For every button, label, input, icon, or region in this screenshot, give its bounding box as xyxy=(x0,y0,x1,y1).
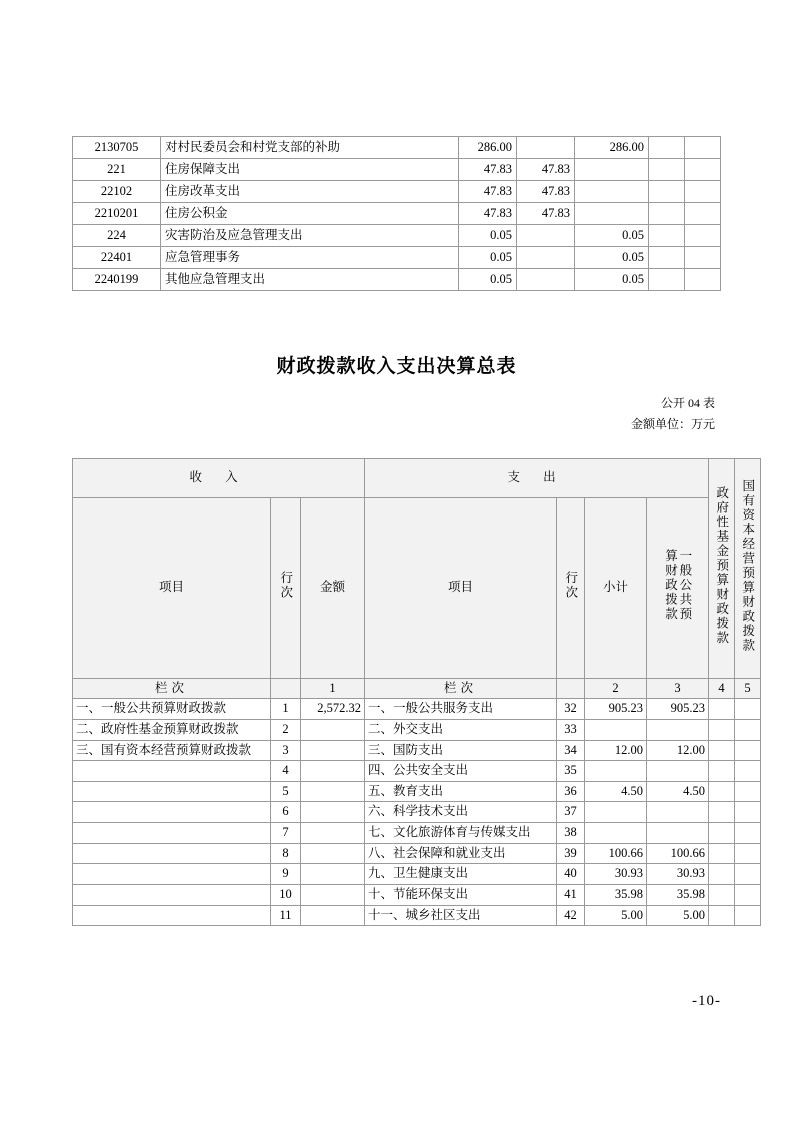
cell-general-public xyxy=(647,719,709,740)
cell-state-capital xyxy=(735,719,761,740)
cell-gov-fund xyxy=(709,699,735,720)
cell-general-public xyxy=(517,225,575,247)
income-amount-header: 金额 xyxy=(301,497,365,678)
cell-income-item xyxy=(73,823,271,844)
cell-col4 xyxy=(649,203,685,225)
cell-state-capital xyxy=(735,823,761,844)
lanci-gov-fund: 4 xyxy=(709,678,735,699)
cell-income-item xyxy=(73,843,271,864)
lanci-blank-1 xyxy=(271,678,301,699)
cell-code: 2210201 xyxy=(73,203,161,225)
cell-expense-rowno: 41 xyxy=(557,884,585,905)
cell-gov-fund xyxy=(709,740,735,761)
cell-expense-rowno: 34 xyxy=(557,740,585,761)
cell-general-public xyxy=(517,269,575,291)
gov-fund-header: 政府性基金预算财政拨款 xyxy=(709,459,735,679)
table-row xyxy=(73,761,761,782)
cell-gov-fund xyxy=(709,802,735,823)
cell-expense-rowno: 38 xyxy=(557,823,585,844)
cell-col5 xyxy=(685,181,721,203)
cell-income-rowno: 8 xyxy=(271,843,301,864)
cell-expense-item: 五、教育支出 xyxy=(365,781,557,802)
cell-general-public: 5.00 xyxy=(647,905,709,926)
cell-state-capital xyxy=(735,905,761,926)
cell-gov-fund xyxy=(709,843,735,864)
cell-income-item xyxy=(73,761,271,782)
cell-total: 47.83 xyxy=(459,203,517,225)
cell-state-capital xyxy=(735,781,761,802)
cell-expense-rowno: 37 xyxy=(557,802,585,823)
cell-col3: 0.05 xyxy=(575,269,649,291)
cell-general-public: 47.83 xyxy=(517,181,575,203)
lanci-subtotal: 2 xyxy=(585,678,647,699)
general-public-header: 一般公共预算财政拨款 xyxy=(647,497,709,678)
cell-name: 对村民委员会和村党支部的补助 xyxy=(161,137,459,159)
cell-subtotal: 4.50 xyxy=(585,781,647,802)
lanci-row xyxy=(73,678,761,699)
cell-subtotal: 30.93 xyxy=(585,864,647,885)
cell-col3 xyxy=(575,203,649,225)
expense-rowno-header: 行次 xyxy=(557,497,585,678)
table-row xyxy=(73,699,761,720)
table-row xyxy=(73,905,761,926)
lanci-state-capital: 5 xyxy=(735,678,761,699)
cell-expense-rowno: 36 xyxy=(557,781,585,802)
cell-income-rowno: 3 xyxy=(271,740,301,761)
cell-income-amount xyxy=(301,823,365,844)
cell-income-rowno: 10 xyxy=(271,884,301,905)
cell-income-rowno: 11 xyxy=(271,905,301,926)
cell-gov-fund xyxy=(709,905,735,926)
cell-general-public: 35.98 xyxy=(647,884,709,905)
cell-general-public: 100.66 xyxy=(647,843,709,864)
income-group-header: 收 入 xyxy=(73,459,365,498)
expenditure-detail-table xyxy=(72,136,721,291)
lanci-blank-2 xyxy=(557,678,585,699)
cell-subtotal xyxy=(585,719,647,740)
cell-income-amount xyxy=(301,843,365,864)
page-number: -10- xyxy=(692,993,721,1009)
cell-income-item: 三、国有资本经营预算财政拨款 xyxy=(73,740,271,761)
cell-code: 2130705 xyxy=(73,137,161,159)
expense-item-header: 项目 xyxy=(365,497,557,678)
table-row xyxy=(73,269,721,291)
cell-col3: 0.05 xyxy=(575,247,649,269)
cell-name: 其他应急管理支出 xyxy=(161,269,459,291)
cell-income-amount: 2,572.32 xyxy=(301,699,365,720)
cell-col5 xyxy=(685,137,721,159)
expense-group-header: 支 出 xyxy=(365,459,709,498)
cell-expense-rowno: 40 xyxy=(557,864,585,885)
cell-state-capital xyxy=(735,740,761,761)
cell-income-item xyxy=(73,802,271,823)
cell-code: 22401 xyxy=(73,247,161,269)
cell-general-public xyxy=(517,137,575,159)
cell-name: 住房公积金 xyxy=(161,203,459,225)
table-row xyxy=(73,203,721,225)
group-header-row xyxy=(73,459,761,498)
lanci-income-amount: 1 xyxy=(301,678,365,699)
cell-general-public: 12.00 xyxy=(647,740,709,761)
cell-total: 0.05 xyxy=(459,269,517,291)
subtotal-header: 小计 xyxy=(585,497,647,678)
fiscal-appropriation-summary-table xyxy=(72,458,755,926)
table-row xyxy=(73,802,761,823)
cell-expense-item: 三、国防支出 xyxy=(365,740,557,761)
cell-income-item xyxy=(73,905,271,926)
cell-subtotal: 100.66 xyxy=(585,843,647,864)
column-header-row xyxy=(73,497,761,678)
cell-income-amount xyxy=(301,761,365,782)
cell-state-capital xyxy=(735,843,761,864)
cell-gov-fund xyxy=(709,823,735,844)
cell-general-public: 4.50 xyxy=(647,781,709,802)
cell-col3 xyxy=(575,159,649,181)
cell-expense-item: 九、卫生健康支出 xyxy=(365,864,557,885)
cell-subtotal: 905.23 xyxy=(585,699,647,720)
cell-col5 xyxy=(685,247,721,269)
cell-gov-fund xyxy=(709,761,735,782)
cell-expense-rowno: 35 xyxy=(557,761,585,782)
cell-expense-item: 十一、城乡社区支出 xyxy=(365,905,557,926)
cell-income-amount xyxy=(301,740,365,761)
cell-col4 xyxy=(649,159,685,181)
cell-income-amount xyxy=(301,719,365,740)
cell-gov-fund xyxy=(709,781,735,802)
cell-subtotal xyxy=(585,761,647,782)
cell-col5 xyxy=(685,159,721,181)
cell-expense-rowno: 42 xyxy=(557,905,585,926)
cell-subtotal: 5.00 xyxy=(585,905,647,926)
cell-expense-rowno: 33 xyxy=(557,719,585,740)
cell-income-amount xyxy=(301,802,365,823)
cell-state-capital xyxy=(735,699,761,720)
amount-unit: 金额单位：万元 xyxy=(630,417,715,431)
cell-income-item: 二、政府性基金预算财政拨款 xyxy=(73,719,271,740)
cell-col3 xyxy=(575,181,649,203)
cell-col5 xyxy=(685,225,721,247)
cell-total: 47.83 xyxy=(459,159,517,181)
cell-subtotal: 35.98 xyxy=(585,884,647,905)
cell-state-capital xyxy=(735,864,761,885)
cell-total: 0.05 xyxy=(459,225,517,247)
cell-expense-item: 六、科学技术支出 xyxy=(365,802,557,823)
table-row xyxy=(73,159,721,181)
table-row xyxy=(73,719,761,740)
lanci-right-label: 栏次 xyxy=(365,678,557,699)
cell-code: 2240199 xyxy=(73,269,161,291)
summary-table xyxy=(72,458,761,926)
cell-general-public: 47.83 xyxy=(517,159,575,181)
table-row xyxy=(73,823,761,844)
cell-expense-item: 一、一般公共服务支出 xyxy=(365,699,557,720)
cell-expense-item: 七、文化旅游体育与传媒支出 xyxy=(365,823,557,844)
cell-name: 灾害防治及应急管理支出 xyxy=(161,225,459,247)
table-row xyxy=(73,247,721,269)
table-row xyxy=(73,225,721,247)
cell-expense-rowno: 32 xyxy=(557,699,585,720)
continued-expenditure-table xyxy=(72,0,721,291)
cell-subtotal: 12.00 xyxy=(585,740,647,761)
cell-expense-item: 十、节能环保支出 xyxy=(365,884,557,905)
table-row xyxy=(73,864,761,885)
cell-state-capital xyxy=(735,884,761,905)
income-item-header: 项目 xyxy=(73,497,271,678)
cell-name: 应急管理事务 xyxy=(161,247,459,269)
cell-income-rowno: 1 xyxy=(271,699,301,720)
cell-col3: 0.05 xyxy=(575,225,649,247)
cell-col3: 286.00 xyxy=(575,137,649,159)
cell-income-rowno: 4 xyxy=(271,761,301,782)
cell-col4 xyxy=(649,137,685,159)
cell-col4 xyxy=(649,225,685,247)
cell-name: 住房保障支出 xyxy=(161,159,459,181)
cell-gov-fund xyxy=(709,864,735,885)
cell-total: 0.05 xyxy=(459,247,517,269)
cell-income-amount xyxy=(301,864,365,885)
cell-income-item xyxy=(73,884,271,905)
cell-code: 224 xyxy=(73,225,161,247)
cell-general-public: 47.83 xyxy=(517,203,575,225)
cell-state-capital xyxy=(735,802,761,823)
lanci-general-public: 3 xyxy=(647,678,709,699)
table-row xyxy=(73,884,761,905)
cell-income-amount xyxy=(301,884,365,905)
cell-gov-fund xyxy=(709,719,735,740)
table-row xyxy=(73,740,761,761)
cell-general-public: 905.23 xyxy=(647,699,709,720)
cell-state-capital xyxy=(735,761,761,782)
cell-col4 xyxy=(649,181,685,203)
table-row xyxy=(73,137,721,159)
cell-col5 xyxy=(685,203,721,225)
cell-income-item xyxy=(73,781,271,802)
cell-subtotal xyxy=(585,823,647,844)
cell-general-public xyxy=(647,802,709,823)
lanci-left-label: 栏次 xyxy=(73,678,271,699)
cell-income-rowno: 5 xyxy=(271,781,301,802)
cell-income-amount xyxy=(301,905,365,926)
form-number: 公开 04 表 xyxy=(660,396,715,410)
income-rowno-header: 行次 xyxy=(271,497,301,678)
cell-income-item xyxy=(73,864,271,885)
cell-expense-rowno: 39 xyxy=(557,843,585,864)
cell-income-rowno: 9 xyxy=(271,864,301,885)
table-row xyxy=(73,843,761,864)
cell-total: 286.00 xyxy=(459,137,517,159)
cell-general-public xyxy=(647,761,709,782)
cell-gov-fund xyxy=(709,884,735,905)
cell-general-public xyxy=(517,247,575,269)
cell-subtotal xyxy=(585,802,647,823)
cell-code: 221 xyxy=(73,159,161,181)
table-row xyxy=(73,781,761,802)
cell-col5 xyxy=(685,269,721,291)
page-title: 财政拨款收入支出决算总表 xyxy=(276,356,517,377)
cell-general-public: 30.93 xyxy=(647,864,709,885)
cell-general-public xyxy=(647,823,709,844)
cell-col4 xyxy=(649,247,685,269)
cell-col4 xyxy=(649,269,685,291)
cell-expense-item: 四、公共安全支出 xyxy=(365,761,557,782)
table-row xyxy=(73,181,721,203)
cell-expense-item: 八、社会保障和就业支出 xyxy=(365,843,557,864)
cell-income-rowno: 6 xyxy=(271,802,301,823)
cell-income-rowno: 7 xyxy=(271,823,301,844)
cell-income-rowno: 2 xyxy=(271,719,301,740)
cell-income-item: 一、一般公共预算财政拨款 xyxy=(73,699,271,720)
cell-income-amount xyxy=(301,781,365,802)
cell-code: 22102 xyxy=(73,181,161,203)
cell-total: 47.83 xyxy=(459,181,517,203)
cell-expense-item: 二、外交支出 xyxy=(365,719,557,740)
cell-name: 住房改革支出 xyxy=(161,181,459,203)
state-capital-header: 国有资本经营预算财政拨款 xyxy=(735,459,761,679)
